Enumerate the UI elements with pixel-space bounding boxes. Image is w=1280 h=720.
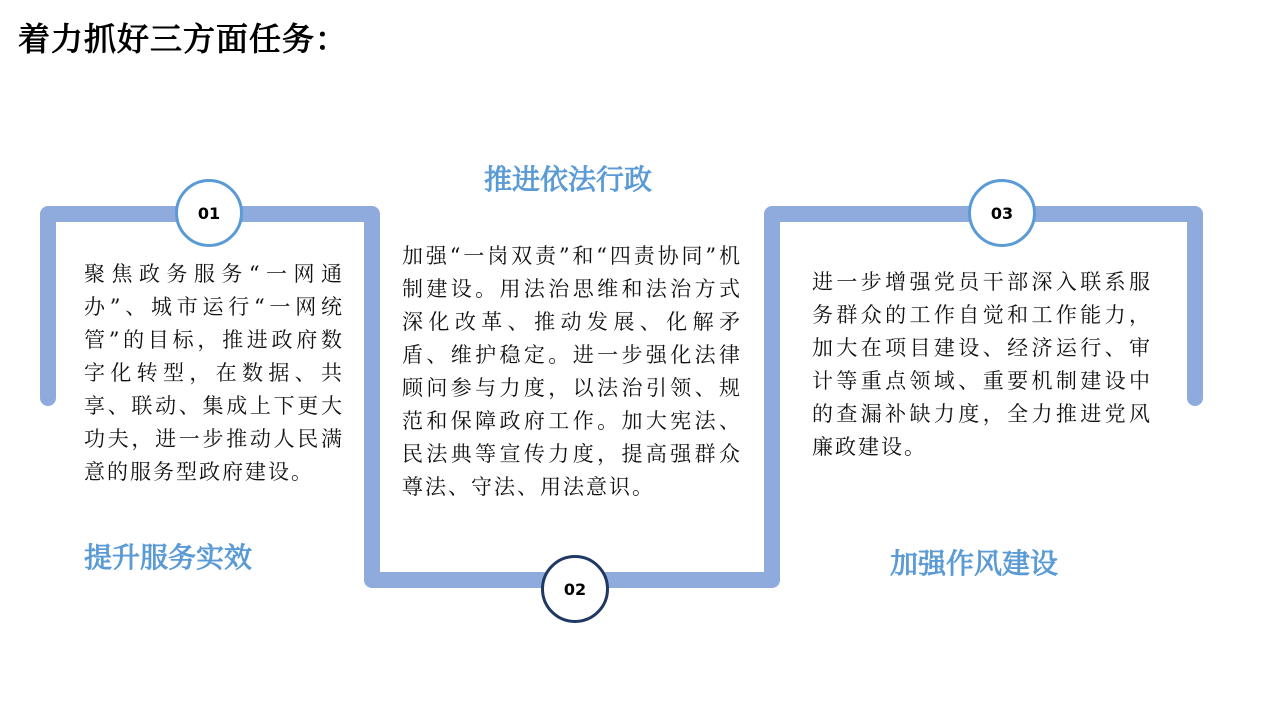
item-3-text: 进一步增强党员干部深入联系服务群众的工作自觉和工作能力，加大在项目建设、经济运行、审计等重点领域、重要机制建设中的查漏补缺力度，全力推进党风廉政建设。 <box>812 270 1152 459</box>
page-title: 着力抓好三方面任务： <box>18 20 349 58</box>
item-1-number-badge: 01 <box>175 179 243 247</box>
item-2-heading: 推进依法行政 <box>484 163 653 196</box>
item-3-number-badge: 03 <box>968 179 1036 247</box>
item-1-text: 聚焦政务服务“一网通办”、城市运行“一网统管”的目标，推进政府数字化转型，在数据、共享、联动、集成上下更大功夫，进一步推动人民满意的服务型政府建设。 <box>84 262 344 484</box>
item-2-text: 加强“一岗双责”和“四责协同”机制建设。用法治思维和法治方式深化改革、推动发展、化解矛盾、维护稳定。进一步强化法律顾问参与力度，以法治引领、规范和保障政府工作。加大宪法、民法典等宣传力度，提高强群众尊法、守法、用法意识。 <box>402 244 742 499</box>
item-1-heading: 提升服务实效 <box>84 541 253 574</box>
item-3-heading: 加强作风建设 <box>890 547 1059 580</box>
item-2-number-badge: 02 <box>541 555 609 623</box>
